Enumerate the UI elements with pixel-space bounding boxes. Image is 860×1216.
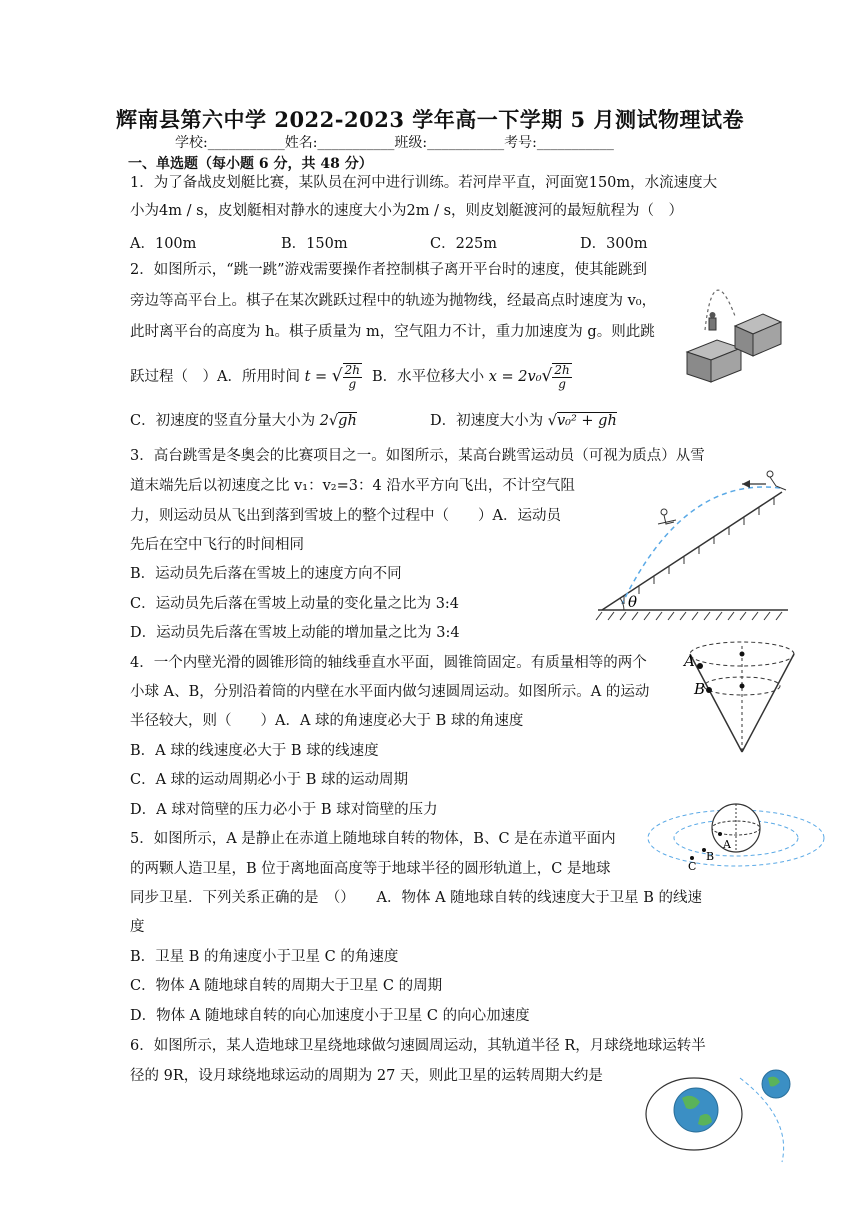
q3-line-4: 先后在空中飞行的时间相同 xyxy=(130,537,304,553)
q6-line-1: 6．如图所示，某人造地球卫星绕地球做匀速圆周运动，其轨道半径 R，月球绕地球运转半 xyxy=(130,1038,706,1054)
q5-line-3: 同步卫星．下列关系正确的是 （） A．物体 A 随地球自转的线速度大于卫星 B 的线速 xyxy=(130,890,703,906)
q4-option-c: C．A 球的运动周期必小于 B 球的运动周期 xyxy=(130,772,409,788)
q4-line-1: 4．一个内壁光滑的圆锥形筒的轴线垂直水平面，圆锥筒固定。有质量相等的两个 xyxy=(130,655,647,671)
q3-option-c: C．运动员先后落在雪坡上动量的变化量之比为 3:4 xyxy=(130,596,460,612)
q2-option-c-text: C．初速度的竖直分量大小为 xyxy=(130,413,316,429)
q5-option-c: C．物体 A 随地球自转的周期大于卫星 C 的周期 xyxy=(130,978,443,994)
q2-line-1: 2．如图所示，“跳一跳”游戏需要操作者控制棋子离开平台时的速度，使其能跳到 xyxy=(130,262,648,278)
q2-option-b-formula: x = 2v₀√ $\frac{2h}{g}$ xyxy=(488,363,570,391)
orbit-label-b: B xyxy=(706,850,715,863)
orbit-label-c: C xyxy=(688,860,697,873)
q4-option-b: B．A 球的线速度必大于 B 球的线速度 xyxy=(130,743,379,759)
q2-option-d-formula: √v₀² + gh xyxy=(547,413,617,429)
q1-option-b: B．150m xyxy=(281,236,348,252)
q6-line-2: 径的 9R，设月球绕地球运动的周期为 27 天，则此卫星的运转周期大约是 xyxy=(130,1068,603,1084)
slope-angle-label: θ xyxy=(628,593,638,611)
q1-line-1: 1．为了备战皮划艇比赛，某队员在河中进行训练。若河岸平直，河面宽150m，水流速度大 xyxy=(130,175,718,191)
q2-line-4 xyxy=(130,363,362,391)
q2-option-b-text: B．水平位移大小 xyxy=(372,369,485,385)
q5-line-1: 5．如图所示，A 是静止在赤道上随地球自转的物体，B、C 是在赤道平面内 xyxy=(130,831,616,847)
q1-option-a: A．100m xyxy=(130,236,197,252)
q2-option-c xyxy=(130,411,357,431)
cone-label-a: A xyxy=(684,652,695,670)
q2-line-2: 旁边等高平台上。棋子在某次跳跃过程中的轨迹为抛物线，经最高点时速度为 v₀， xyxy=(130,293,657,309)
q3-line-1: 3．高台跳雪是冬奥会的比赛项目之一。如图所示，某高台跳雪运动员（可视为质点）从雪 xyxy=(130,448,705,464)
q4-line-2: 小球 A、B，分别沿着筒的内壁在水平面内做匀速圆周运动。如图所示。A 的运动 xyxy=(130,684,650,700)
q3-line-3: 力，则运动员从飞出到落到雪坡上的整个过程中（ ）A．运动员 xyxy=(130,508,561,524)
q1-option-c: C．225m xyxy=(430,236,498,252)
q3-option-d: D．运动员先后落在雪坡上动能的增加量之比为 3:4 xyxy=(130,625,460,641)
earth-moon-figure xyxy=(642,1058,802,1164)
q1-line-2: 小为4m / s，皮划艇相对静水的速度大小为2m / s，则皮划艇渡河的最短航程为（ ） xyxy=(130,203,684,219)
q2-option-a-text: 跃过程（ ）A．所用时间 xyxy=(130,369,300,385)
q2-option-c-formula: 2√gh xyxy=(319,413,357,429)
q2-option-b xyxy=(372,363,572,391)
ski-slope-figure xyxy=(594,466,792,626)
section-title: 一、单选题（每小题 6 分，共 48 分） xyxy=(128,156,373,172)
q1-option-d: D．300m xyxy=(580,236,648,252)
q5-line-4: 度 xyxy=(130,919,145,935)
q3-option-b: B．运动员先后落在雪坡上的速度方向不同 xyxy=(130,566,402,582)
q2-line-3: 此时离平台的高度为 h。棋子质量为 m，空气阻力不计，重力加速度为 g。则此跳 xyxy=(130,324,655,340)
q2-option-d xyxy=(430,411,617,431)
q5-option-b: B．卫星 B 的角速度小于卫星 C 的角速度 xyxy=(130,949,399,965)
q2-option-d-text: D．初速度大小为 xyxy=(430,413,544,429)
student-info-line: 学校:___________姓名:___________班级:___________考号:___________ xyxy=(175,135,614,151)
q4-option-d: D．A 球对筒壁的压力必小于 B 球对筒壁的压力 xyxy=(130,802,438,818)
q5-option-d: D．物体 A 随地球自转的向心加速度小于卫星 C 的向心加速度 xyxy=(130,1008,530,1024)
orbit-figure xyxy=(646,798,854,876)
q4-line-3: 半径较大，则（ ）A．A 球的角速度必大于 B 球的角速度 xyxy=(130,713,524,729)
cone-label-b: B xyxy=(694,680,706,698)
orbit-label-a: A xyxy=(723,838,731,851)
jump-game-figure xyxy=(683,268,783,384)
q5-line-2: 的两颗人造卫星，B 位于离地面高度等于地球半径的圆形轨道上，C 是地球 xyxy=(130,861,611,877)
q2-option-a-formula: t = √ $\frac{2h}{g}$ xyxy=(304,363,361,391)
page-title: 辉南县第六中学 2022-2023 学年高一下学期 5 月测试物理试卷 xyxy=(116,107,744,132)
q3-line-2: 道末端先后以初速度之比 v₁：v₂=3：4 沿水平方向飞出，不计空气阻 xyxy=(130,478,575,494)
cone-figure xyxy=(680,638,800,756)
